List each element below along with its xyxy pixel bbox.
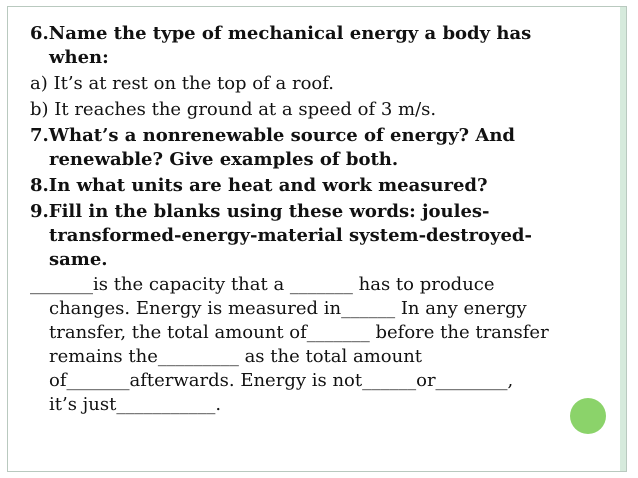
slide-content xyxy=(30,22,620,417)
fill-in-line-4: remains the_________ as the total amount xyxy=(49,346,423,367)
question-6-part-a: a) It’s at rest on the top of a roof. xyxy=(30,73,334,94)
question-9-line-2: transformed-energy-material system-destroyed- xyxy=(49,225,532,246)
fill-in-line-5: of_______afterwards. Energy is not______or________, xyxy=(49,370,514,391)
green-accent-dot xyxy=(570,398,606,434)
question-7-line-1: 7.What’s a nonrenewable source of energy? And xyxy=(30,125,515,146)
fill-in-line-6: it’s just___________. xyxy=(49,394,222,415)
question-9-line-3: same. xyxy=(49,249,108,270)
fill-in-line-2: changes. Energy is measured in______ In any energy xyxy=(49,298,527,319)
question-6-part-b: b) It reaches the ground at a speed of 3 m/s. xyxy=(30,99,437,120)
fill-in-line-1: _______is the capacity that a _______ has to produce xyxy=(30,274,495,295)
question-6-line-2: when: xyxy=(49,47,109,68)
question-7-line-2: renewable? Give examples of both. xyxy=(49,149,399,170)
question-9-line-1: 9.Fill in the blanks using these words: joules- xyxy=(30,201,490,222)
question-8-line-1: 8.In what units are heat and work measured? xyxy=(30,175,488,196)
right-accent-stripe xyxy=(620,7,626,471)
fill-in-line-3: transfer, the total amount of_______ before the transfer xyxy=(49,322,549,343)
question-6-line-1: 6.Name the type of mechanical energy a body has xyxy=(30,23,532,44)
